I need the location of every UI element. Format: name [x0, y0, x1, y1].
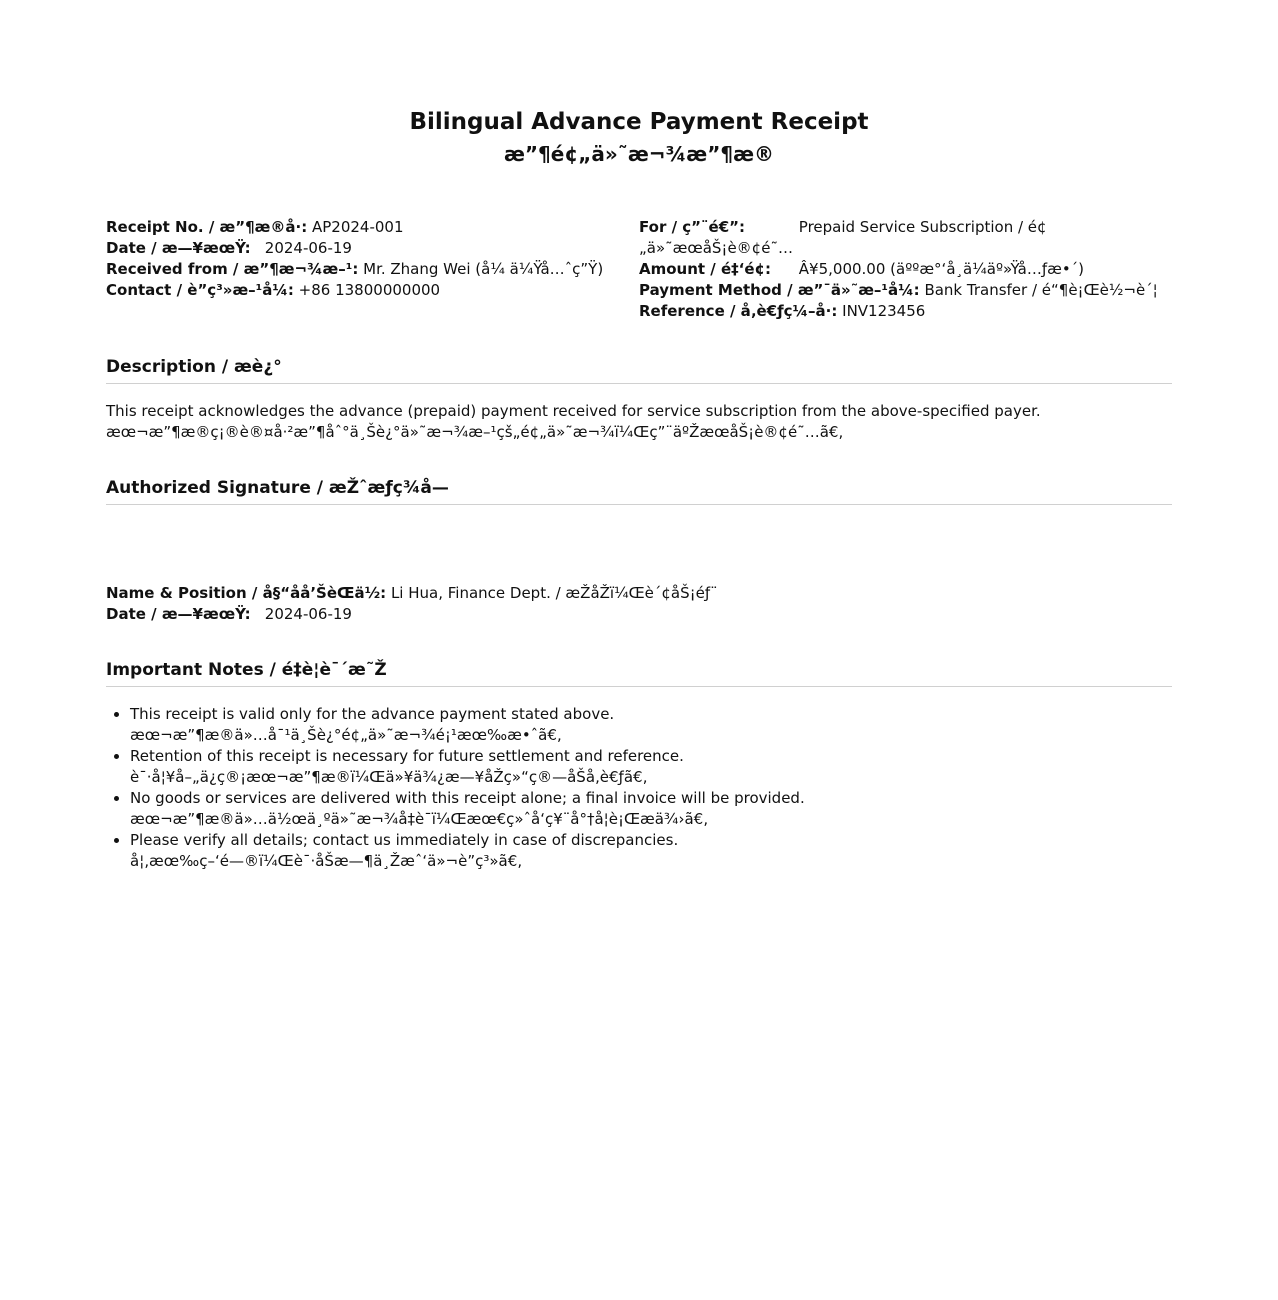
- contact-label: Contact / è”ç³»æ–¹å¼:: [106, 281, 294, 299]
- amount-value: Â¥5,000.00 (äººæ°‘å¸ä¼äº»Ÿå…ƒæ•´): [798, 260, 1085, 278]
- note-zh: æœ¬æ”¶æ®ä»…ä½œä¸ºä»˜æ¬¾å‡è¯ï¼Œæœ€ç»ˆå‘ç¥¨å°†å¦è¡Œæä¾›ã€‚: [130, 810, 708, 828]
- payment-method-label: Payment Method / æ”¯ä»˜æ–¹å¼:: [639, 281, 920, 299]
- signer-name-value: Li Hua, Finance Dept. / æŽåŽï¼Œè´¢åŠ¡éƒ¨: [390, 584, 718, 602]
- note-zh: æœ¬æ”¶æ®ä»…å¯¹ä¸Šè¿°é¢„ä»˜æ¬¾é¡¹æœ‰æ•ˆã€‚: [130, 726, 562, 744]
- signer-name-label: Name & Position / å§“åå’ŠèŒä½:: [106, 584, 387, 602]
- signature-date-row: [106, 604, 1172, 625]
- for-label: For / ç”¨é€”:: [639, 218, 745, 236]
- description-title: Description / æè¿°: [106, 355, 1172, 384]
- amount-row: [639, 259, 1172, 280]
- for-row: [639, 217, 1172, 238]
- receipt-info: [106, 217, 1172, 322]
- note-en: • Please verify all details; contact us immediately in case of discrepancies.: [130, 831, 679, 849]
- payment-method-value: Bank Transfer / é“¶è¡Œè½¬è´¦: [924, 281, 1158, 299]
- note-zh: å¦‚æœ‰ç–‘é—®ï¼Œè¯·åŠæ—¶ä¸Žæˆ‘ä»¬è”ç³»ã€‚: [130, 852, 523, 870]
- list-item: [130, 788, 1172, 830]
- signature-date-value: 2024-06-19: [264, 605, 352, 623]
- received-from-row: [106, 259, 639, 280]
- received-from-label: Received from / æ”¶æ¬¾æ–¹:: [106, 260, 359, 278]
- list-item: [130, 746, 1172, 788]
- signature-area: [106, 505, 1172, 583]
- received-from-value: Mr. Zhang Wei (å¼ ä¼Ÿå…ˆç”Ÿ): [363, 260, 604, 278]
- description-text: [106, 401, 1172, 443]
- date-value: 2024-06-19: [264, 239, 352, 257]
- list-item: [130, 704, 1172, 746]
- title-block: [106, 106, 1172, 170]
- reference-label: Reference / å‚è€ƒç¼–å·:: [639, 302, 838, 320]
- contact-row: [106, 280, 639, 301]
- info-left-column: [106, 217, 639, 322]
- signature-title: Authorized Signature / æŽˆæƒç¾å—: [106, 476, 1172, 505]
- payment-method-row: [639, 280, 1172, 301]
- for-value-line2: „ä»˜æœåŠ¡è®¢é˜…: [639, 239, 793, 257]
- list-item: [130, 830, 1172, 872]
- for-row-continued: [639, 238, 1172, 259]
- for-value-line1: Prepaid Service Subscription / é¢: [798, 218, 1047, 236]
- contact-value: +86 13800000000: [298, 281, 441, 299]
- amount-label: Amount / é‡‘é¢:: [639, 260, 771, 278]
- signature-section: [106, 476, 1172, 625]
- note-en: • No goods or services are delivered with this receipt alone; a final invoice will be provided.: [130, 789, 805, 807]
- date-label: Date / æ—¥æœŸ:: [106, 239, 251, 257]
- notes-title: Important Notes / é‡è¦è¯´æ˜Ž: [106, 658, 1172, 687]
- note-en: • This receipt is valid only for the advance payment stated above.: [130, 705, 615, 723]
- notes-section: [106, 658, 1172, 872]
- note-zh: è¯·å¦¥å–„ä¿ç®¡æœ¬æ”¶æ®ï¼Œä»¥ä¾¿æ—¥åŽç»“ç®—åŠå‚è€ƒã€‚: [130, 768, 648, 786]
- info-right-column: [639, 217, 1172, 322]
- description-line-zh: æœ¬æ”¶æ®ç¡®è®¤å·²æ”¶åˆ°ä¸Šè¿°ä»˜æ¬¾æ–¹çš„é¢„ä»˜æ¬¾ï¼Œç”¨äºŽæœåŠ¡è®¢é˜…ã€‚: [106, 423, 844, 441]
- signer-name-row: [106, 583, 1172, 604]
- receipt-number-row: [106, 217, 639, 238]
- reference-value: INV123456: [842, 302, 926, 320]
- page-title: Bilingual Advance Payment Receipt: [409, 109, 869, 135]
- reference-row: [639, 301, 1172, 322]
- notes-list: [106, 704, 1172, 872]
- receipt-number-value: AP2024-001: [311, 218, 404, 236]
- description-section: [106, 355, 1172, 443]
- page-subtitle: æ”¶é¢„ä»˜æ¬¾æ”¶æ®: [503, 142, 775, 166]
- date-row: [106, 238, 639, 259]
- receipt-number-label: Receipt No. / æ”¶æ®å·:: [106, 218, 308, 236]
- signature-date-label: Date / æ—¥æœŸ:: [106, 605, 251, 623]
- description-line-en: This receipt acknowledges the advance (prepaid) payment received for service subscription from the above-specified payer.: [106, 402, 1041, 420]
- note-en: • Retention of this receipt is necessary for future settlement and reference.: [130, 747, 684, 765]
